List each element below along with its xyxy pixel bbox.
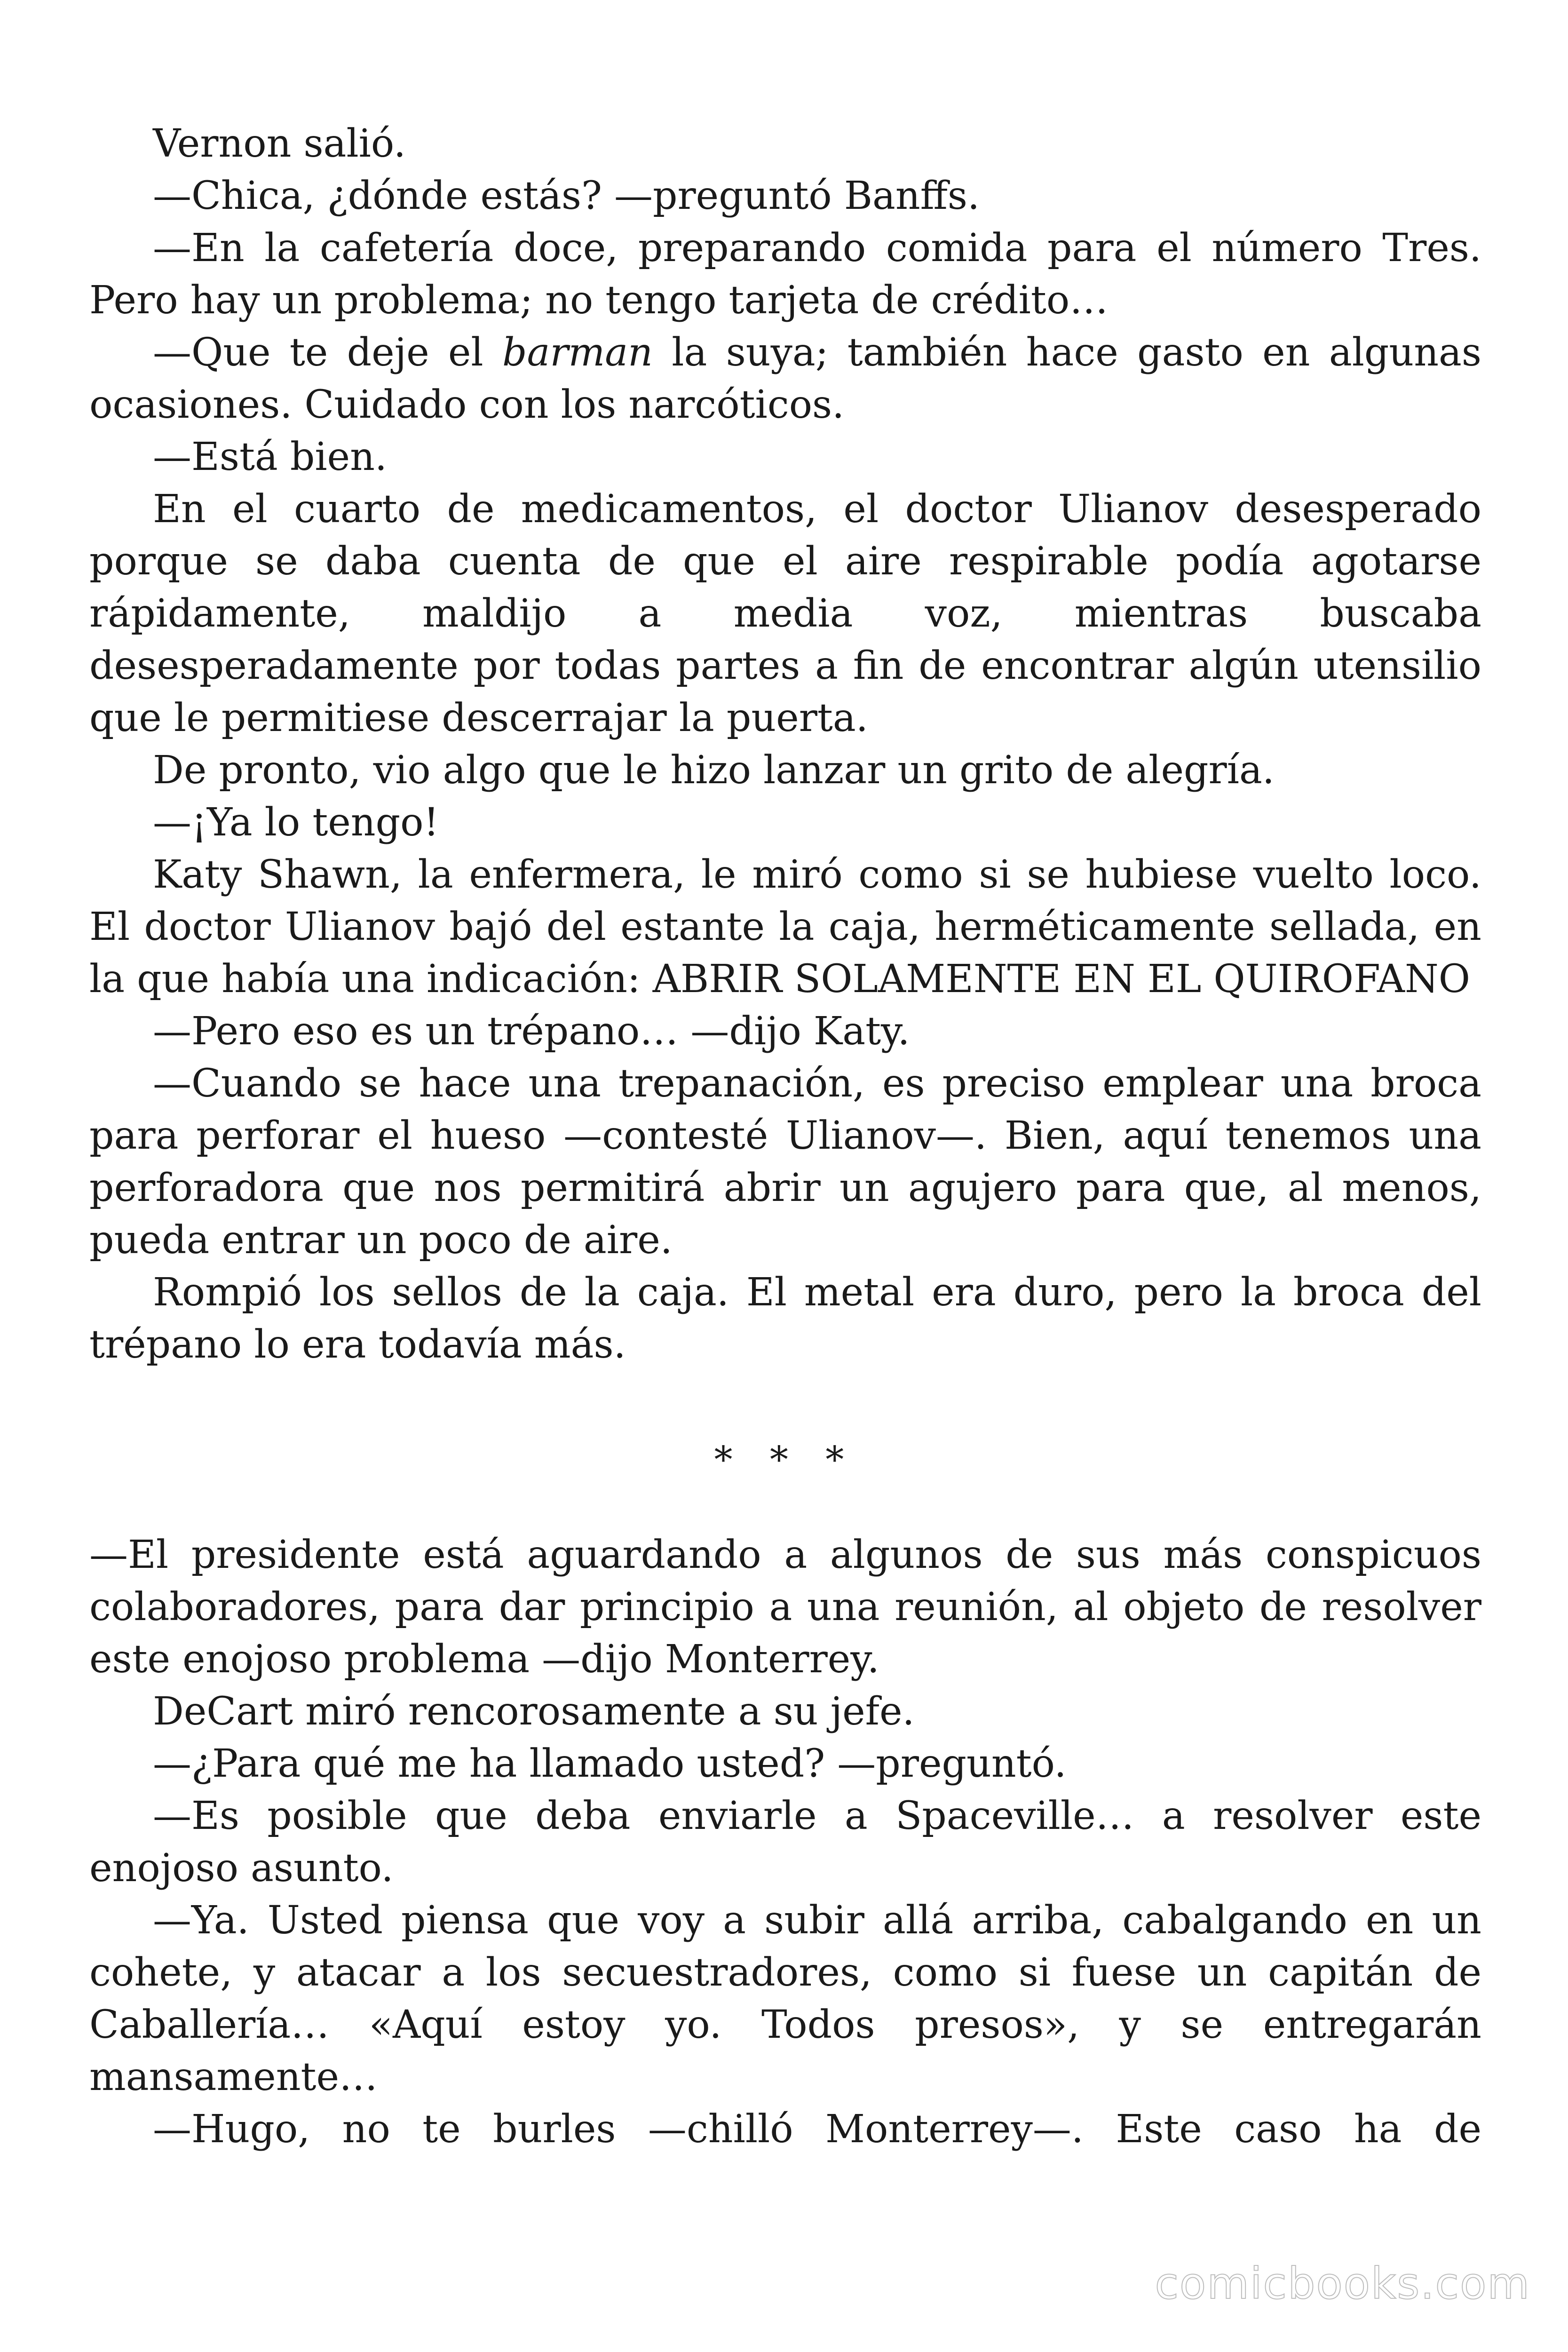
- paragraph-13: —El presidente está aguardando a algunos de sus más conspicuos colaboradores, para dar principio a una reunión, al objeto de resolver este enojoso problema —dijo Monterrey.: [89, 1533, 1481, 1682]
- paragraph-10: —Pero eso es un trépano… —dijo Katy.: [153, 1009, 910, 1054]
- scene-separator: * * *: [714, 1439, 857, 1481]
- paragraph-18: —Hugo, no te burles —chilló Monterrey—. Este caso ha de: [153, 2107, 1481, 2152]
- paragraph-4-pre: —Que te deje el: [153, 330, 502, 375]
- paragraph-17: —Ya. Usted piensa que voy a subir allá arriba, cabalgando en un cohete, y atacar a los secuestradores, como si fuese un capitán de Caballería… «Aquí estoy yo. Todos presos», y se entregarán mansamente…: [89, 1898, 1481, 2099]
- paragraph-15: —¿Para qué me ha llamado usted? —preguntó.: [153, 1741, 1067, 1786]
- watermark: comicbooks.com: [1155, 2258, 1530, 2309]
- paragraph-16: —Es posible que deba enviarle a Spaceville… a resolver este enojoso asunto.: [89, 1794, 1481, 1891]
- paragraph-6: En el cuarto de medicamentos, el doctor Ulianov desesperado porque se daba cuenta de que el aire respirable podía agotarse rápidamente, maldijo a media voz, mientras buscaba desesperadamente por todas partes a fin de encontrar algún utensilio que le permitiese descerrajar la puerta.: [89, 487, 1481, 740]
- paragraph-12: Rompió los sellos de la caja. El metal era duro, pero la broca del trépano lo era todavía más.: [89, 1270, 1481, 1367]
- paragraph-9: Katy Shawn, la enfermera, le miró como si se hubiese vuelto loco. El doctor Ulianov bajó del estante la caja, herméticamente sellada, en la que había una indicación: ABRIR SOLAMENTE EN EL QUIROFANO: [89, 852, 1481, 1001]
- paragraph-7: De pronto, vio algo que le hizo lanzar un grito de alegría.: [153, 748, 1275, 793]
- paragraph-3: —En la cafetería doce, preparando comida para el número Tres. Pero hay un problema; no tengo tarjeta de crédito…: [89, 226, 1481, 323]
- paragraph-2: —Chica, ¿dónde estás? —preguntó Banffs.: [153, 174, 980, 218]
- paragraph-4-italic: barman: [502, 330, 653, 375]
- paragraph-14: DeCart miró rencorosamente a su jefe.: [153, 1689, 915, 1734]
- paragraph-4-post: la suya; también hace gasto en algunas ocasiones. Cuidado con los narcóticos.: [89, 330, 1482, 427]
- paragraph-5: —Está bien.: [153, 435, 387, 479]
- paragraph-1: Vernon salió.: [153, 121, 406, 166]
- book-page: [89, 118, 1481, 2155]
- paragraph-8: —¡Ya lo tengo!: [153, 800, 439, 845]
- paragraph-11: —Cuando se hace una trepanación, es preciso emplear una broca para perforar el hueso —contesté Ulianov—. Bien, aquí tenemos una perforadora que nos permitirá abrir un agujero para que, al menos, pueda entrar un poco de aire.: [89, 1061, 1481, 1263]
- paragraph-4: [89, 326, 1481, 431]
